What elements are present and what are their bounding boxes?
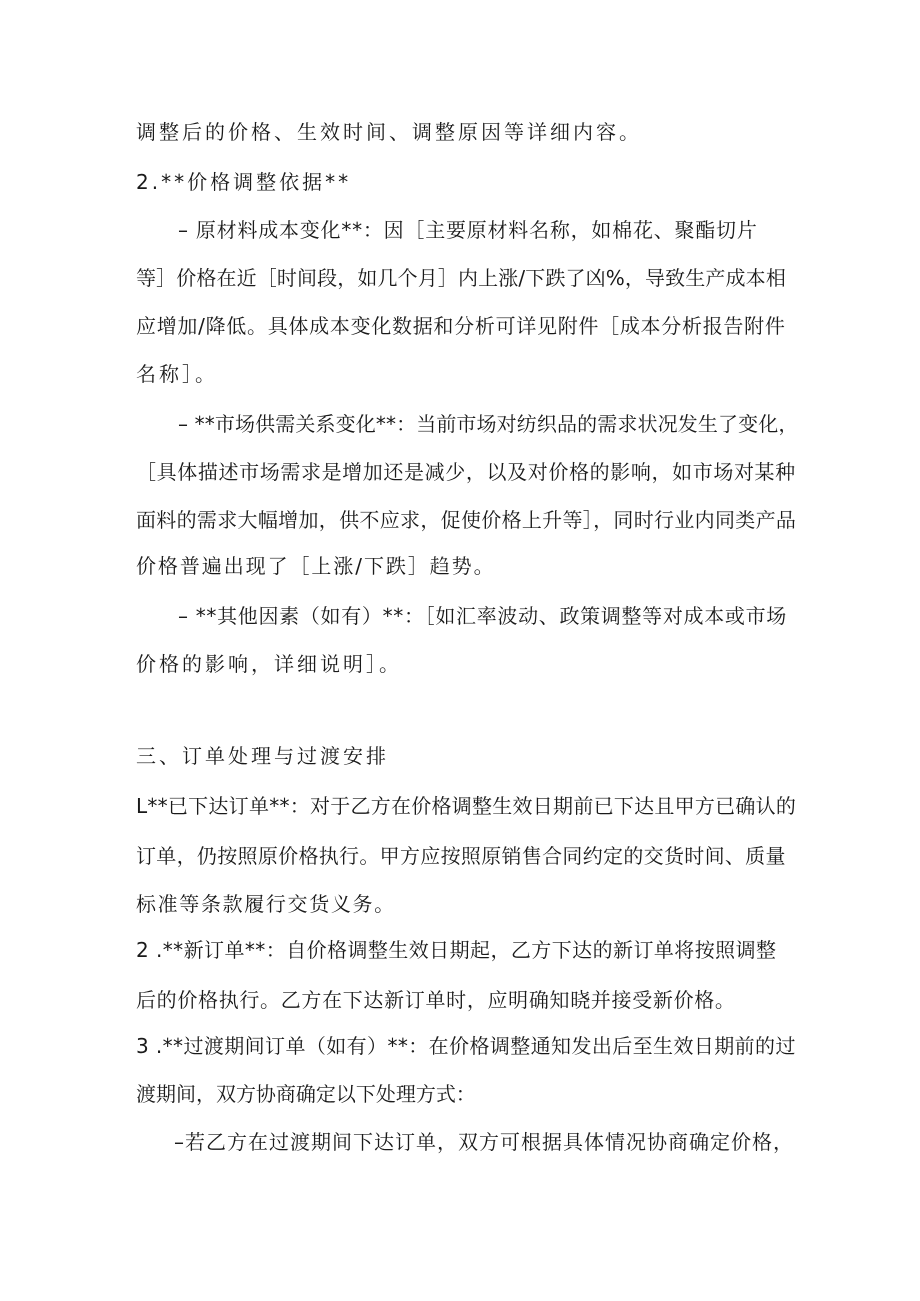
- paragraph-line: 价格普遍出现了［上涨/下跌］趋势。: [136, 554, 496, 578]
- section-heading: 2.**价格调整依据**: [136, 170, 352, 194]
- section-heading: 三、订单处理与过渡安排: [136, 744, 389, 768]
- paragraph-line: 调整后的价格、生效时间、调整原因等详细内容。: [136, 120, 642, 144]
- paragraph-line: 面料的需求大幅增加，供不应求，促使价格上升等］，同时行业内同类产品: [136, 508, 797, 532]
- paragraph-line: – 原材料成本变化**：因［主要原材料名称，如棉花、聚酯切片: [178, 218, 758, 242]
- paragraph-line: – **市场供需关系变化**：当前市场对纺织品的需求状况发生了变化，: [178, 412, 799, 436]
- paragraph-line: 应增加/降低。具体成本变化数据和分析可详见附件［成本分析报告附件: [136, 314, 786, 338]
- paragraph-line: 价格的影响，详细说明］。: [136, 652, 402, 676]
- paragraph-line: 后的价格执行。乙方在下达新订单时，应明确知晓并接受新价格。: [136, 988, 736, 1012]
- paragraph-line: 渡期间，双方协商确定以下处理方式：: [136, 1082, 476, 1106]
- paragraph-line: 名称］。: [136, 362, 218, 386]
- paragraph-line: 2 .**新订单**：自价格调整生效日期起，乙方下达的新订单将按照调整: [136, 938, 777, 962]
- paragraph-line: 3 .**过渡期间订单（如有）**：在价格调整通知发出后至生效日期前的过: [136, 1034, 796, 1058]
- paragraph-line: L**已下达订单**：对于乙方在价格调整生效日期前已下达且甲方已确认的: [136, 794, 797, 818]
- paragraph-line: 标准等条款履行交货义务。: [136, 892, 396, 916]
- paragraph-line: 等］价格在近［时间段，如几个月］内上涨/下跌了凶%，导致生产成本相: [136, 266, 786, 290]
- paragraph-line: –若乙方在过渡期间下达订单，双方可根据具体情况协商确定价格，: [174, 1130, 794, 1154]
- paragraph-line: ［具体描述市场需求是增加还是减少，以及对价格的影响，如市场对某种: [136, 460, 796, 484]
- paragraph-line: 订单，仍按照原价格执行。甲方应按照原销售合同约定的交货时间、质量: [136, 844, 786, 868]
- paragraph-line: – **其他因素（如有）**：［如汇率波动、政策调整等对成本或市场: [178, 604, 787, 628]
